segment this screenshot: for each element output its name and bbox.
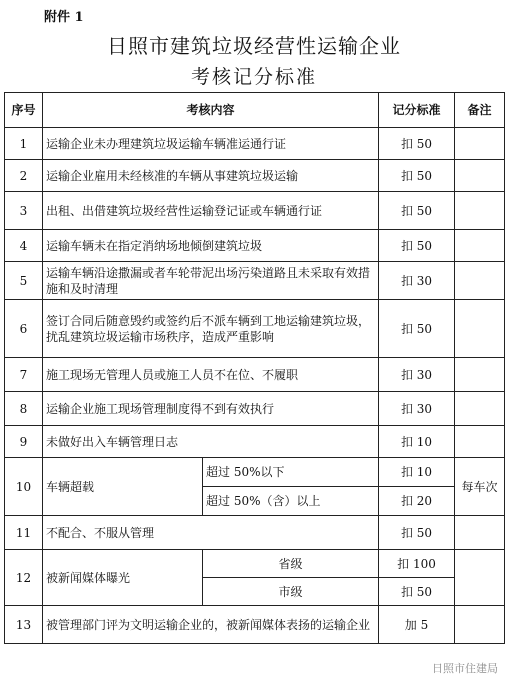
row-no: 2 — [5, 160, 43, 192]
row-score: 扣 50 — [379, 516, 455, 550]
row-content: 运输企业雇用未经核准的车辆从事建筑垃圾运输 — [43, 160, 379, 192]
row-no: 3 — [5, 192, 43, 230]
row-content: 车辆超载 — [43, 458, 203, 516]
row-score: 扣 10 — [379, 426, 455, 458]
row-no: 9 — [5, 426, 43, 458]
row-no: 5 — [5, 262, 43, 300]
row-note — [455, 392, 505, 426]
attachment-label: 附件 1 — [44, 10, 84, 25]
scoring-table — [4, 92, 505, 644]
header-content: 考核内容 — [43, 93, 379, 128]
row-note — [455, 230, 505, 262]
table-row — [5, 128, 505, 160]
row-content: 运输企业未办理建筑垃圾运输车辆准运通行证 — [43, 128, 379, 160]
row-content: 未做好出入车辆管理日志 — [43, 426, 379, 458]
row-score: 扣 20 — [379, 487, 455, 516]
table-row — [5, 458, 505, 487]
row-note: 每车次 — [455, 458, 505, 516]
watermark: 日照市住建局 — [432, 662, 498, 675]
header-note: 备注 — [455, 93, 505, 128]
row-note — [455, 300, 505, 358]
row-content: 出租、出借建筑垃圾经营性运输登记证或车辆通行证 — [43, 192, 379, 230]
row-no: 4 — [5, 230, 43, 262]
row-note — [455, 358, 505, 392]
row-subitem: 超过 50%（含）以上 — [203, 487, 379, 516]
row-note — [455, 550, 505, 606]
table-row — [5, 426, 505, 458]
row-score: 扣 100 — [379, 550, 455, 578]
table-row — [5, 358, 505, 392]
row-content: 运输车辆沿途撒漏或者车轮带泥出场污染道路且未采取有效措施和及时清理 — [43, 262, 379, 300]
row-no: 6 — [5, 300, 43, 358]
row-score: 扣 10 — [379, 458, 455, 487]
row-subitem: 省级 — [203, 550, 379, 578]
header-no: 序号 — [5, 93, 43, 128]
header-score: 记分标准 — [379, 93, 455, 128]
table-row — [5, 392, 505, 426]
row-score: 扣 50 — [379, 300, 455, 358]
table-row — [5, 550, 505, 578]
row-content: 运输企业施工现场管理制度得不到有效执行 — [43, 392, 379, 426]
row-note — [455, 516, 505, 550]
row-no: 12 — [5, 550, 43, 606]
row-score: 扣 30 — [379, 358, 455, 392]
row-score: 扣 50 — [379, 128, 455, 160]
row-note — [455, 160, 505, 192]
row-score: 扣 50 — [379, 230, 455, 262]
row-score: 扣 50 — [379, 578, 455, 606]
row-score: 扣 30 — [379, 392, 455, 426]
table-row — [5, 606, 505, 644]
row-no: 8 — [5, 392, 43, 426]
row-no: 11 — [5, 516, 43, 550]
table-row — [5, 192, 505, 230]
row-score: 加 5 — [379, 606, 455, 644]
row-score: 扣 50 — [379, 160, 455, 192]
row-score: 扣 50 — [379, 192, 455, 230]
row-content: 被新闻媒体曝光 — [43, 550, 203, 606]
row-note — [455, 606, 505, 644]
row-subitem: 超过 50%以下 — [203, 458, 379, 487]
table-header-row — [5, 93, 505, 128]
row-no: 7 — [5, 358, 43, 392]
document-title: 日照市建筑垃圾经营性运输企业 — [107, 34, 401, 58]
row-content: 被管理部门评为文明运输企业的，被新闻媒体表扬的运输企业 — [43, 606, 379, 644]
row-no: 1 — [5, 128, 43, 160]
table-row — [5, 516, 505, 550]
row-content: 运输车辆未在指定消纳场地倾倒建筑垃圾 — [43, 230, 379, 262]
row-subitem: 市级 — [203, 578, 379, 606]
document-subtitle: 考核记分标准 — [190, 66, 317, 88]
row-content: 签订合同后随意毁约或签约后不派车辆到工地运输建筑垃圾，扰乱建筑垃圾运输市场秩序，造成严重影响 — [43, 300, 379, 358]
table-row — [5, 262, 505, 300]
row-score: 扣 30 — [379, 262, 455, 300]
table-row — [5, 300, 505, 358]
row-note — [455, 262, 505, 300]
row-no: 10 — [5, 458, 43, 516]
row-content: 不配合、不服从管理 — [43, 516, 379, 550]
row-note — [455, 426, 505, 458]
row-note — [455, 128, 505, 160]
row-no: 13 — [5, 606, 43, 644]
row-content: 施工现场无管理人员或施工人员不在位、不履职 — [43, 358, 379, 392]
table-row — [5, 160, 505, 192]
table-row — [5, 230, 505, 262]
row-note — [455, 192, 505, 230]
